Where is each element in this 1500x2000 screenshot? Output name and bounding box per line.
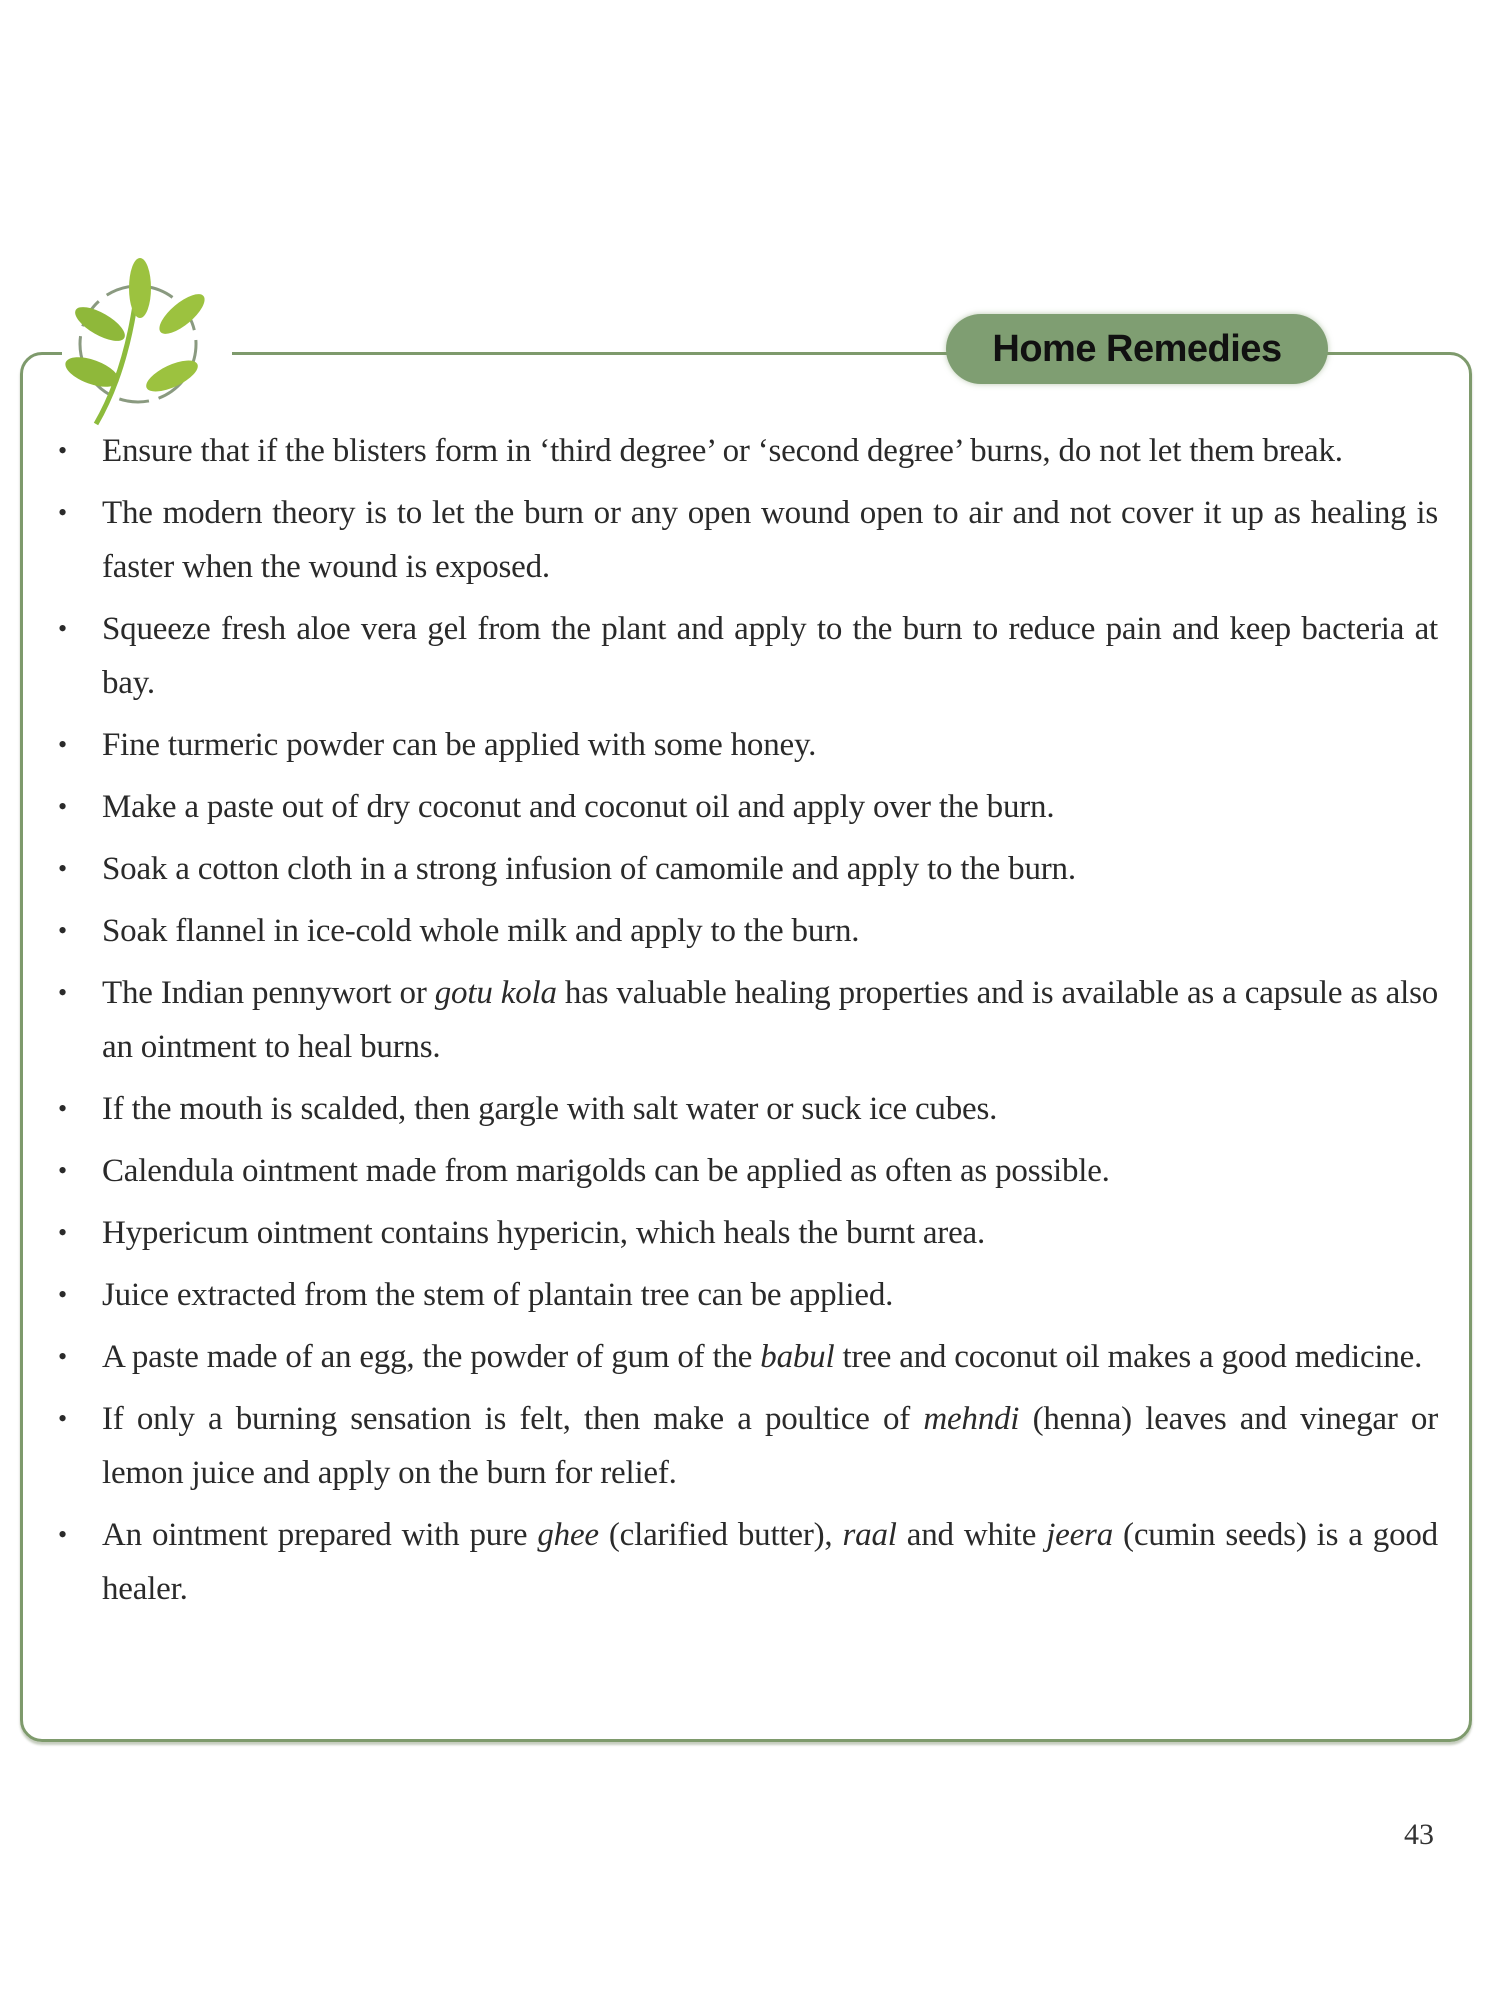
bullet-icon: •	[58, 1404, 67, 1433]
bullet-icon: •	[58, 916, 67, 945]
page-number: 43	[1404, 1818, 1434, 1851]
bullet-icon: •	[58, 1342, 67, 1371]
bullet-icon: •	[58, 854, 67, 883]
italic-term: jeera	[1046, 1517, 1113, 1553]
item-text: The modern theory is to let the burn or any open wound open to air and not cover it up as healing is faster when the wound is exposed.	[102, 495, 1438, 585]
item-text: Fine turmeric powder can be applied with some honey.	[102, 727, 817, 763]
bullet-icon: •	[58, 978, 67, 1007]
item-text: (cumin seeds) is a good healer.	[102, 1517, 1438, 1607]
list-item	[58, 1268, 1438, 1322]
item-text: An ointment prepared with pure	[102, 1517, 538, 1553]
remedies-list	[58, 424, 1438, 1624]
list-item	[58, 1392, 1438, 1500]
item-text: Soak a cotton cloth in a strong infusion of camomile and apply to the burn.	[102, 851, 1076, 887]
italic-term: ghee	[537, 1517, 599, 1553]
item-text: The Indian pennywort or	[102, 975, 435, 1011]
item-text: Hypericum ointment contains hypericin, which heals the burnt area.	[102, 1215, 986, 1251]
item-text: (clarified butter),	[598, 1517, 843, 1553]
bullet-icon: •	[58, 1094, 67, 1123]
item-text: Squeeze fresh aloe vera gel from the plant and apply to the burn to reduce pain and keep bacteria at bay.	[102, 611, 1438, 701]
list-item	[58, 1082, 1438, 1136]
list-item	[58, 1144, 1438, 1198]
leaf-sprig-icon	[62, 252, 232, 428]
item-text: If only a burning sensation is felt, then make a poultice of	[102, 1401, 924, 1437]
item-text: Juice extracted from the stem of plantain tree can be applied.	[102, 1277, 894, 1313]
item-text: has valuable healing properties and is available as a capsule as also an ointment to heal burns.	[102, 975, 1439, 1065]
italic-term: mehndi	[923, 1401, 1020, 1437]
item-text: and white	[896, 1517, 1047, 1553]
list-item	[58, 718, 1438, 772]
item-text: Calendula ointment made from marigolds can be applied as often as possible.	[102, 1153, 1110, 1189]
list-item	[58, 424, 1438, 478]
section-title: Home Remedies	[992, 327, 1282, 370]
item-text: (henna) leaves and vinegar or lemon juice and apply on the burn for relief.	[102, 1401, 1439, 1491]
list-item	[58, 842, 1438, 896]
item-text: tree and coconut oil makes a good medicine.	[834, 1339, 1423, 1375]
item-text: Make a paste out of dry coconut and coconut oil and apply over the burn.	[102, 789, 1055, 825]
list-item	[58, 602, 1438, 710]
bullet-icon: •	[58, 1156, 67, 1185]
italic-term: babul	[760, 1339, 835, 1375]
item-text: Ensure that if the blisters form in ‘third degree’ or ‘second degree’ burns, do not let them break.	[102, 433, 1343, 469]
list-item	[58, 486, 1438, 594]
item-text: Soak flannel in ice-cold whole milk and apply to the burn.	[102, 913, 860, 949]
list-item	[58, 1206, 1438, 1260]
list-item	[58, 904, 1438, 958]
italic-term: gotu kola	[434, 975, 557, 1011]
list-item	[58, 966, 1438, 1074]
item-text: If the mouth is scalded, then gargle with salt water or suck ice cubes.	[102, 1091, 998, 1127]
list-item	[58, 1330, 1438, 1384]
bullet-icon: •	[58, 614, 67, 643]
bullet-icon: •	[58, 498, 67, 527]
item-text: A paste made of an egg, the powder of gum of the	[102, 1339, 761, 1375]
bullet-icon: •	[58, 1218, 67, 1247]
list-item	[58, 1508, 1438, 1616]
bullet-icon: •	[58, 1520, 67, 1549]
bullet-icon: •	[58, 730, 67, 759]
italic-term: raal	[842, 1517, 897, 1553]
bullet-icon: •	[58, 1280, 67, 1309]
bullet-icon: •	[58, 436, 67, 465]
bullet-icon: •	[58, 792, 67, 821]
list-item	[58, 780, 1438, 834]
section-title-badge	[946, 314, 1328, 384]
